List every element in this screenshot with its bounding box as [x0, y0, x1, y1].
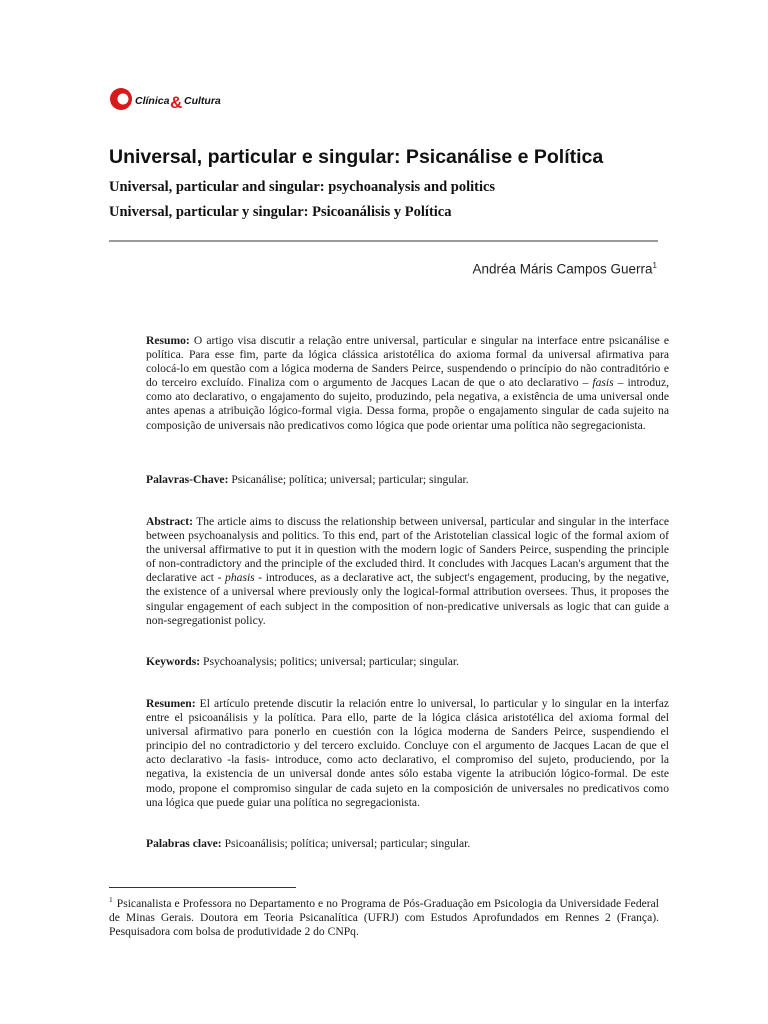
abstract-pt-text-b: – introduz, como ato declarativo, o engajamento do sujeito, produzindo, pela negativa, a existência de uma universal onde antes apenas a atribuição lógico-formal vigia. Dessa forma, propõe o engajamento singular de cada sujeito na composição de universais não predicativos como lógica que pode orientar uma política não segregacionista.: [146, 376, 669, 432]
author-footnote-mark: 1: [652, 261, 657, 270]
keywords-portuguese: [146, 473, 669, 487]
logo-text-clinica: Clínica: [135, 95, 170, 107]
keywords-english: [146, 655, 669, 669]
abstract-english: [146, 515, 669, 628]
footnote-mark: 1: [109, 895, 113, 904]
keywords-spanish: [146, 837, 669, 851]
abstract-pt-italic: fasis: [592, 376, 614, 390]
abstract-portuguese: [146, 334, 669, 433]
paper-subtitle-spanish: Universal, particular y singular: Psicoanálisis y Política: [109, 204, 452, 220]
paper-title: Universal, particular e singular: Psicanálise e Política: [109, 146, 604, 168]
abstract-spanish: [146, 697, 669, 810]
footnote: [109, 893, 659, 939]
journal-logo: [108, 84, 226, 114]
abstract-en-italic: phasis: [225, 571, 255, 585]
author-line: [472, 261, 657, 277]
abstract-en-text-b: - introduces, as a declarative act, the subject's engagement, producing, by the negative, the existence of a universal where previously only the logical-formal attribution oversees. Thus, it proposes the singular engagement of each subject in the composition of non-predicative universals as logic that can guide a non-segregationist policy.: [146, 571, 669, 627]
header-divider: [109, 240, 658, 242]
keywords-en-text: Psychoanalysis; politics; universal; particular; singular.: [200, 655, 459, 668]
logo-text-cultura: Cultura: [184, 95, 221, 107]
keywords-es-label: Palabras clave:: [146, 837, 222, 850]
abstract-es-text: El artículo pretende discutir la relación entre lo universal, lo particular y lo singular en la interfaz entre el psicoanálisis y la política. Para ello, parte de la lógica clásica aristotélica del axioma formal del universal afirmativo para ponerlo en cuestión con la lógica moderna de Sanders Peirce, suspendiendo el principio del no contradictorio y del tercero excluido. Concluye con el argumento de Jacques Lacan de que el acto declarativo -la fasis- introduce, como acto declarativo, el compromiso del sujeto, produciendo, por la negativa, la existencia de un universal donde antes sólo estaba vigente la atribución lógico-formal. De este modo, propone el compromiso singular de cada sujeto en la composición de universales no predicativos como una lógica que puede guiar una política no segregacionista.: [146, 697, 669, 809]
footnote-text: Psicanalista e Professora no Departamento e no Programa de Pós-Graduação em Psicologia da Universidade Federal de Minas Gerais. Doutora em Teoria Psicanalítica (UFRJ) com Estudos Aprofundados em Rennes 2 (França). Pesquisadora com bolsa de produtividade 2 do CNPq.: [109, 896, 659, 939]
keywords-pt-label: Palavras-Chave:: [146, 473, 229, 486]
abstract-pt-label: Resumo:: [146, 334, 190, 347]
author-name: Andréa Máris Campos Guerra: [472, 261, 653, 277]
keywords-es-text: Psicoanálisis; política; universal; particular; singular.: [221, 837, 471, 850]
keywords-pt-text: Psicanálise; política; universal; particular; singular.: [228, 473, 469, 486]
abstract-es-label: Resumen:: [146, 697, 196, 710]
abstract-en-label: Abstract:: [146, 515, 194, 528]
abstract-en-text-a: The article aims to discuss the relationship between universal, particular and singular in the interface between psychoanalysis and politics. To this end, part of the Aristotelian classical logic of the formal axiom of the universal affirmative to put it in question with the modern logic of Sanders Peirce, suspending the principle of non-contradictory and the principle of the excluded third. It concludes with Jacques Lacan's argument that the declarative act -: [146, 515, 669, 585]
footnote-divider: [109, 887, 296, 888]
keywords-en-label: Keywords:: [146, 655, 201, 668]
logo-ampersand: &: [170, 93, 183, 112]
abstract-pt-text-a: O artigo visa discutir a relação entre universal, particular e singular na interface entre psicanálise e política. Para esse fim, parte da lógica clássica aristotélica do axioma formal da universal afirmativa para colocá-lo em questão com a lógica moderna de Sanders Peirce, suspendendo o princípio do não contraditório e do terceiro excluído. Finaliza com o argumento de Jacques Lacan de que o ato declarativo –: [146, 334, 669, 390]
paper-subtitle-english: Universal, particular and singular: psychoanalysis and politics: [109, 179, 496, 195]
